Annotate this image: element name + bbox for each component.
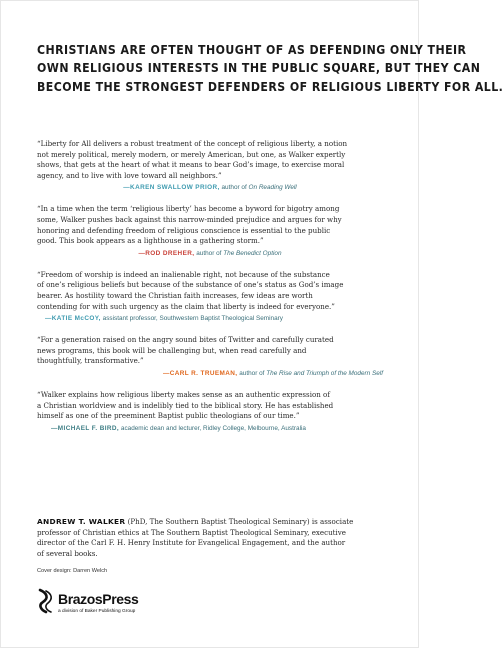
- quote-line: “For a generation raised on the angry sound bites of Twitter and carefully curated: [37, 335, 334, 345]
- endorser-book: On Reading Well: [248, 184, 297, 192]
- endorser-role: academic dean and lecturer, Ridley College, Melbourne, Australia: [120, 424, 306, 432]
- quote-line: not merely political, merely modern, or merely American, but one, as Walker expertly: [37, 149, 346, 159]
- endorsement-attribution: [37, 424, 383, 433]
- quote-line: some, Walker pushes back against this narrow-minded prejudice and argues for why: [37, 214, 342, 224]
- author-bio: [37, 517, 383, 559]
- endorser-name: —MICHAEL F. BIRD,: [51, 424, 120, 432]
- endorser-role: author of: [239, 369, 265, 377]
- quote-line: thoughtfully, transformative.”: [37, 356, 144, 366]
- publisher-logo: [37, 586, 187, 626]
- bio-line: of several books.: [37, 548, 98, 558]
- endorsement-dreher: [37, 204, 383, 257]
- endorsement-quote: [37, 204, 383, 246]
- endorsement-attribution: [37, 249, 383, 258]
- quote-line: contending for with such urgency as the claim that liberty is indeed for everyone.”: [37, 301, 335, 311]
- endorsement-attribution: [37, 183, 383, 192]
- quote-line: “Walker explains how religious liberty makes sense as an authentic expression of: [37, 389, 330, 399]
- quote-line: “Freedom of worship is indeed an inalienable right, not because of the substance: [37, 269, 330, 279]
- quote-line: “Liberty for All delivers a robust treatment of the concept of religious liberty, a notion: [37, 139, 348, 148]
- endorsement-attribution: [37, 369, 383, 378]
- brazos-wave-icon: [37, 588, 57, 614]
- quote-line: agency, and to live with love toward all neighbors.”: [37, 170, 222, 180]
- quote-line: news programs, this book will be challenging but, when read carefully and: [37, 345, 307, 355]
- bio-line: director of the Carl F. H. Henry Institute for Evangelical Engagement, and the author: [37, 538, 346, 548]
- publisher-tagline: a division of Baker Publishing Group: [58, 609, 136, 614]
- headline-line: CHRISTIANS ARE OFTEN THOUGHT OF AS DEFENDING ONLY THEIR: [37, 43, 467, 57]
- endorsement-attribution: [37, 314, 383, 323]
- endorser-name: —CARL R. TRUEMAN,: [162, 369, 238, 377]
- endorser-role: assistant professor, Southwestern Baptist Theological Seminary: [102, 315, 283, 323]
- quote-line: of one’s religious beliefs but because of the substance of one’s status as God’s image: [37, 280, 344, 290]
- endorsement-quote: [37, 390, 383, 422]
- publisher-name: BrazosPress: [58, 591, 139, 607]
- endorsement-prior: [37, 139, 383, 192]
- bio-text: (PhD, The Southern Baptist Theological Seminary) is associate: [125, 517, 354, 526]
- endorser-name: —KATIE McCOY,: [45, 315, 101, 323]
- endorser-name: —ROD DREHER,: [138, 249, 195, 257]
- endorsement-bird: [37, 390, 383, 433]
- endorser-role: author of: [196, 249, 222, 257]
- bio-line: [37, 517, 383, 528]
- author-name: ANDREW T. WALKER: [37, 517, 126, 526]
- endorsement-quote: [37, 270, 383, 312]
- quote-line: “In a time when the term ‘religious liberty’ has become a byword for bigotry among: [37, 204, 340, 214]
- quote-line: bearer. As hostility toward the Christian faith increases, few ideas are worth: [37, 290, 313, 300]
- quote-line: a Christian worldview and is indelibly tied to the biblical story. He has established: [37, 400, 334, 410]
- endorser-role: author of: [221, 184, 247, 192]
- headline-line: BECOME THE STRONGEST DEFENDERS OF RELIGIOUS LIBERTY FOR ALL.: [37, 79, 503, 94]
- endorsement-quote: [37, 139, 383, 181]
- endorsement-trueman: [37, 335, 383, 378]
- endorser-name: —KAREN SWALLOW PRIOR,: [123, 184, 220, 192]
- quote-line: shows, that gets at the heart of what it means to bear God’s image, to exercise moral: [37, 160, 345, 170]
- quote-line: himself as one of the preeminent Baptist public theologians of our time.”: [37, 411, 300, 421]
- headline: [37, 41, 503, 96]
- cover-design-credit: Cover design: Darren Welch: [37, 568, 108, 574]
- headline-line: OWN RELIGIOUS INTERESTS IN THE PUBLIC SQUARE, BUT THEY CAN: [37, 61, 481, 76]
- endorser-book: The Rise and Triumph of the Modern Self: [266, 369, 383, 377]
- endorser-book: The Benedict Option: [223, 249, 282, 257]
- endorsements: [37, 139, 383, 445]
- endorsement-quote: [37, 335, 383, 367]
- bio-line: professor of Christian ethics at The Southern Baptist Theological Seminary, executive: [37, 527, 346, 537]
- endorsement-mccoy: [37, 270, 383, 323]
- quote-line: good. This book appears as a lighthouse in a gathering storm.”: [37, 236, 264, 246]
- quote-line: honoring and defending freedom of religious conscience is essential to the public: [37, 225, 331, 235]
